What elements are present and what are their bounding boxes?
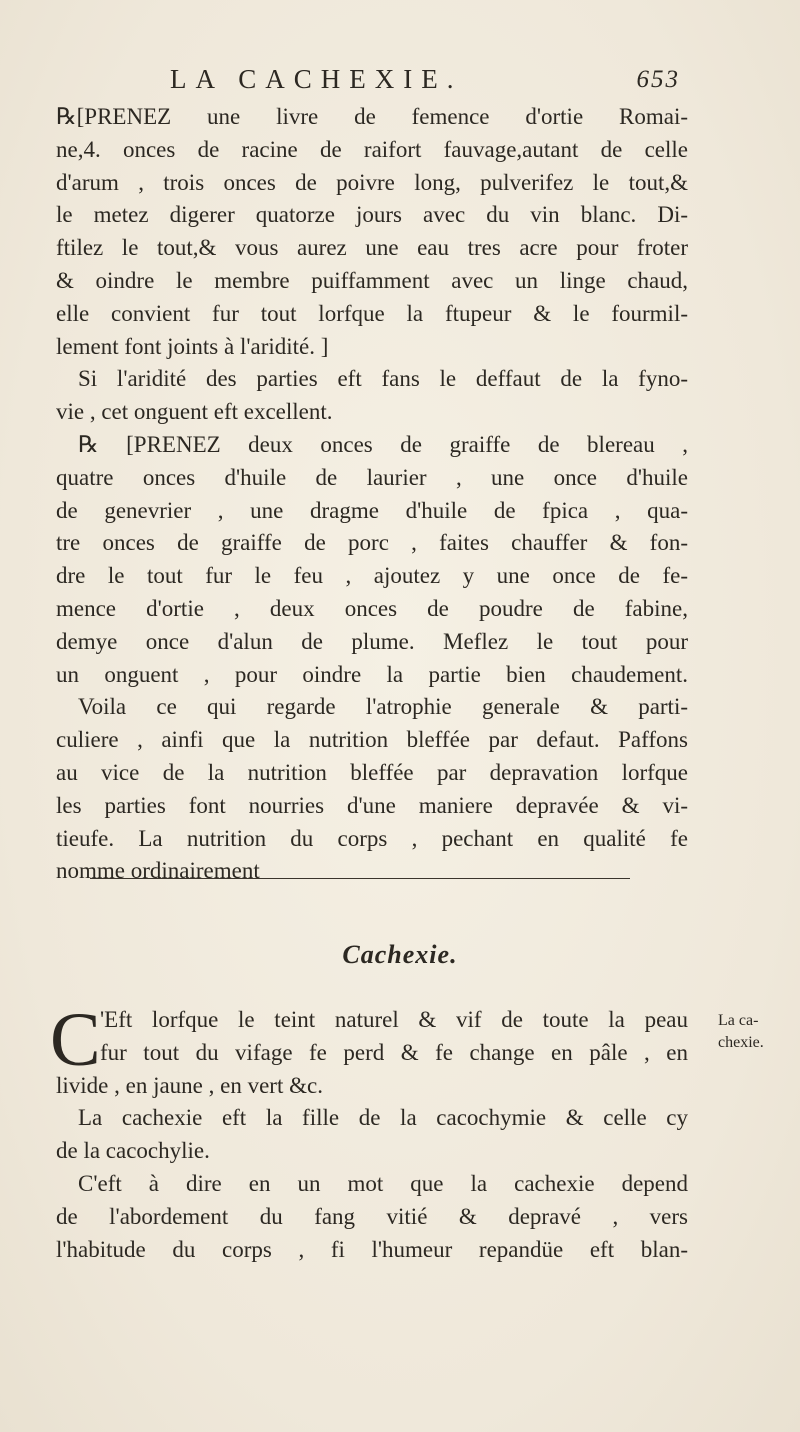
text-line: les parties font nourries d'une maniere depravée & vi- (56, 792, 688, 818)
text-line: de l'abordement du fang vitié & depravé , vers (56, 1203, 688, 1229)
text-line: l'habitude du corps , fi l'humeur repandüe eft blan- (56, 1236, 688, 1262)
text-line: fur tout du vifage fe perd & fe change en pâle , en (100, 1039, 688, 1065)
text-line: ℞[PRENEZ une livre de femence d'ortie Romai- (56, 104, 688, 129)
text-line: dre le tout fur le feu , ajoutez y une once de fe- (56, 563, 688, 589)
text-line: tre onces de graiffe de porc , faites chauffer & fon- (56, 530, 688, 556)
section-divider (90, 878, 630, 879)
text-line: un onguent , pour oindre la partie bien chaudement. (56, 661, 688, 687)
text-line: & oindre le membre puiffamment avec un linge chaud, (56, 267, 688, 293)
text-line: ne,4. onces de racine de raifort fauvage,autant de celle (56, 136, 688, 162)
text-line: Si l'aridité des parties eft fans le deffaut de la fyno- (78, 366, 688, 392)
drop-cap: C (50, 998, 101, 1082)
text-line: quatre onces d'huile de laurier , une once d'huile (56, 464, 688, 490)
text-line: 'Eft lorfque le teint naturel & vif de toute la peau (100, 1007, 688, 1032)
text-line: au vice de la nutrition bleffée par depravation lorfque (56, 759, 688, 785)
text-line: livide , en jaune , en vert &c. (56, 1072, 323, 1098)
margin-note-line: La ca- (718, 1012, 759, 1029)
text-line: culiere , ainfi que la nutrition bleffée par defaut. Paffons (56, 727, 688, 753)
margin-note-line: chexie. (718, 1034, 764, 1051)
text-line: ℞ [PRENEZ deux onces de graiffe de blereau , (78, 431, 688, 457)
text-line: La cachexie eft la fille de la cacochymie & celle cy (78, 1105, 688, 1131)
text-line: C'eft à dire en un mot que la cachexie depend (78, 1170, 688, 1196)
margin-note (718, 1010, 788, 1054)
remedy-paragraph-1 (56, 101, 688, 888)
page-number: 653 (636, 66, 680, 93)
text-line: de genevrier , une dragme d'huile de fpica , qua- (56, 497, 688, 523)
text-line: Voila ce qui regarde l'atrophie generale & parti- (78, 694, 688, 720)
page-header (170, 64, 680, 100)
section-title: Cachexie. (342, 940, 458, 969)
text-line: ftilez le tout,& vous aurez une eau tres acre pour froter (56, 235, 688, 261)
text-line: tieufe. La nutrition du corps , pechant en qualité fe (56, 825, 688, 851)
text-line: demye once d'alun de plume. Meflez le tout pour (56, 628, 688, 654)
text-line: mence d'ortie , deux onces de poudre de fabine, (56, 595, 688, 621)
cachexie-paragraph-1a (100, 1004, 688, 1070)
cachexie-paragraphs (56, 1070, 688, 1267)
text-line: lement font joints à l'aridité. ] (56, 333, 329, 359)
text-line: le metez digerer quatorze jours avec du vin blanc. Di- (56, 202, 688, 228)
text-line: vie , cet onguent eft excellent. (56, 399, 333, 425)
text-line: d'arum , trois onces de poivre long, pulverifez le tout,& (56, 169, 688, 195)
text-line: de la cacochylie. (56, 1138, 210, 1164)
text-line: elle convient fur tout lorfque la ftupeur & le fourmil- (56, 300, 688, 326)
running-head: LA CACHEXIE. (170, 64, 463, 94)
text-line: nomme ordinairement (56, 858, 260, 884)
